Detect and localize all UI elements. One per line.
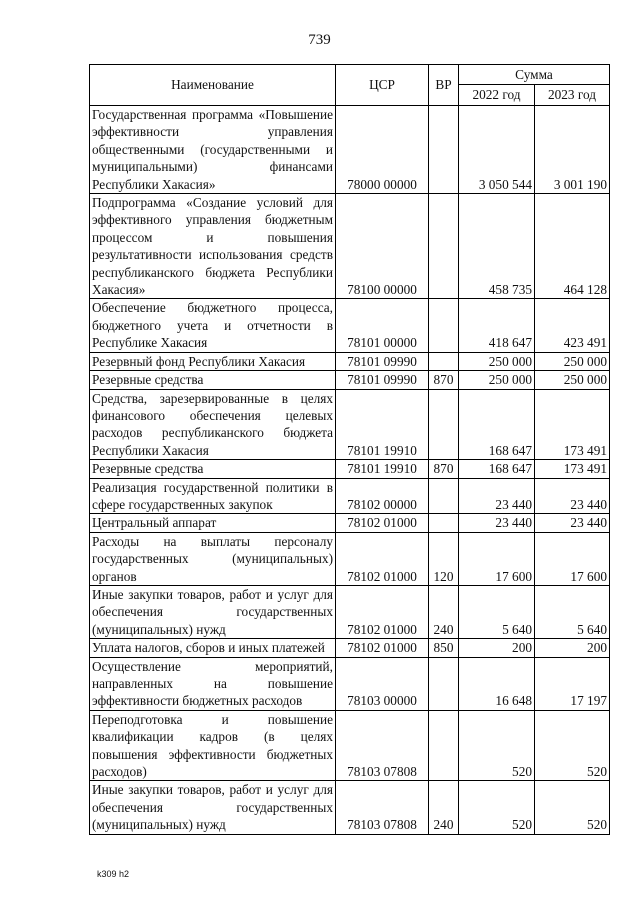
row-name: Резервный фонд Республики Хакасия [90, 352, 336, 370]
table-row [90, 106, 610, 194]
row-sum-2023: 423 491 [535, 299, 610, 352]
row-vr [429, 352, 459, 370]
header-vr: ВР [429, 65, 459, 106]
row-sum-2023: 250 000 [535, 371, 610, 389]
row-vr [429, 106, 459, 194]
table-row [90, 299, 610, 352]
row-sum-2023: 5 640 [535, 585, 610, 638]
row-sum-2022: 200 [459, 639, 535, 657]
table-row [90, 781, 610, 834]
row-sum-2022: 23 440 [459, 478, 535, 514]
row-vr [429, 478, 459, 514]
header-csr: ЦСР [336, 65, 429, 106]
row-name: Средства, зарезервированные в целях финансового обеспечения целевых расходов республиканского бюджета Республики Хакасия [90, 389, 336, 460]
row-name: Центральный аппарат [90, 514, 336, 532]
header-sum: Сумма [459, 65, 610, 85]
row-name: Подпрограмма «Создание условий для эффективного управления бюджетным процессом и повышения результативности использования средств республиканского бюджета Республики Хакасия» [90, 194, 336, 299]
row-sum-2022: 418 647 [459, 299, 535, 352]
row-csr: 78101 19910 [336, 389, 429, 460]
table-row [90, 532, 610, 585]
row-sum-2023: 17 600 [535, 532, 610, 585]
row-csr: 78101 09990 [336, 352, 429, 370]
row-sum-2023: 464 128 [535, 194, 610, 299]
row-vr: 240 [429, 585, 459, 638]
row-sum-2022: 17 600 [459, 532, 535, 585]
row-sum-2022: 168 647 [459, 460, 535, 478]
row-vr [429, 514, 459, 532]
header-year-2023: 2023 год [535, 85, 610, 106]
table-row [90, 194, 610, 299]
budget-table [89, 64, 610, 835]
row-sum-2023: 23 440 [535, 478, 610, 514]
row-sum-2022: 5 640 [459, 585, 535, 638]
row-name: Уплата налогов, сборов и иных платежей [90, 639, 336, 657]
row-sum-2023: 520 [535, 710, 610, 781]
row-csr: 78102 00000 [336, 478, 429, 514]
table-body [90, 106, 610, 835]
row-sum-2023: 23 440 [535, 514, 610, 532]
header-name: Наименование [90, 65, 336, 106]
row-vr: 850 [429, 639, 459, 657]
row-name: Расходы на выплаты персоналу государственных (муниципальных) органов [90, 532, 336, 585]
row-sum-2022: 250 000 [459, 352, 535, 370]
row-name: Реализация государственной политики в сфере государственных закупок [90, 478, 336, 514]
row-vr: 120 [429, 532, 459, 585]
page-number: 739 [308, 32, 331, 48]
row-name: Иные закупки товаров, работ и услуг для обеспечения государственных (муниципальных) нужд [90, 781, 336, 834]
row-csr: 78000 00000 [336, 106, 429, 194]
row-csr: 78101 09990 [336, 371, 429, 389]
row-sum-2022: 520 [459, 781, 535, 834]
header-year-2022: 2022 год [459, 85, 535, 106]
row-sum-2022: 16 648 [459, 657, 535, 710]
table-row [90, 389, 610, 460]
row-vr: 240 [429, 781, 459, 834]
row-name: Обеспечение бюджетного процесса, бюджетного учета и отчетности в Республике Хакасия [90, 299, 336, 352]
row-name: Осуществление мероприятий, направленных на повышение эффективности бюджетных расходов [90, 657, 336, 710]
row-sum-2023: 3 001 190 [535, 106, 610, 194]
row-name: Резервные средства [90, 460, 336, 478]
footer-code: k309 h2 [97, 869, 130, 879]
row-vr [429, 657, 459, 710]
row-vr: 870 [429, 371, 459, 389]
row-sum-2022: 23 440 [459, 514, 535, 532]
row-vr: 870 [429, 460, 459, 478]
row-sum-2022: 3 050 544 [459, 106, 535, 194]
row-sum-2023: 520 [535, 781, 610, 834]
row-name: Государственная программа «Повышение эффективности управления общественными (государственными и муниципальными) финансами Республики Хакасия» [90, 106, 336, 194]
row-vr [429, 194, 459, 299]
table-row [90, 514, 610, 532]
table-row [90, 710, 610, 781]
row-csr: 78102 01000 [336, 514, 429, 532]
table-row [90, 352, 610, 370]
row-name: Иные закупки товаров, работ и услуг для обеспечения государственных (муниципальных) нужд [90, 585, 336, 638]
row-csr: 78101 19910 [336, 460, 429, 478]
row-vr [429, 299, 459, 352]
row-csr: 78102 01000 [336, 585, 429, 638]
row-sum-2023: 200 [535, 639, 610, 657]
row-sum-2023: 17 197 [535, 657, 610, 710]
table-row [90, 371, 610, 389]
row-csr: 78102 01000 [336, 639, 429, 657]
row-vr [429, 389, 459, 460]
row-sum-2023: 173 491 [535, 460, 610, 478]
row-csr: 78101 00000 [336, 299, 429, 352]
table-row [90, 657, 610, 710]
row-csr: 78103 07808 [336, 781, 429, 834]
table-row [90, 478, 610, 514]
table-row [90, 639, 610, 657]
row-csr: 78100 00000 [336, 194, 429, 299]
row-sum-2022: 250 000 [459, 371, 535, 389]
row-name: Резервные средства [90, 371, 336, 389]
row-sum-2023: 173 491 [535, 389, 610, 460]
row-sum-2022: 458 735 [459, 194, 535, 299]
row-sum-2022: 168 647 [459, 389, 535, 460]
row-sum-2022: 520 [459, 710, 535, 781]
table-header [90, 65, 610, 106]
row-name: Переподготовка и повышение квалификации кадров (в целях повышения эффективности бюджетных расходов) [90, 710, 336, 781]
row-sum-2023: 250 000 [535, 352, 610, 370]
row-csr: 78103 07808 [336, 710, 429, 781]
table-row [90, 460, 610, 478]
row-csr: 78102 01000 [336, 532, 429, 585]
row-vr [429, 710, 459, 781]
table-row [90, 585, 610, 638]
row-csr: 78103 00000 [336, 657, 429, 710]
